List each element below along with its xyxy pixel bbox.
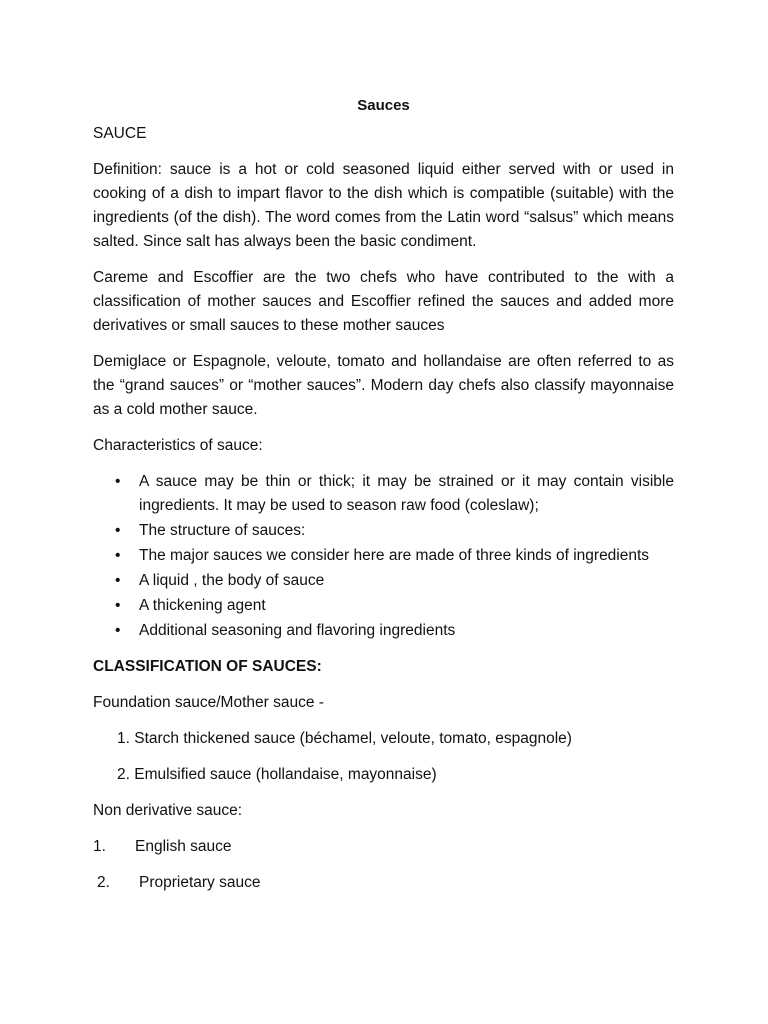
characteristics-heading: Characteristics of sauce: [93,437,263,454]
classification-heading: CLASSIFICATION OF SAUCES: [93,658,322,675]
list-item-text: A sauce may be thin or thick; it may be strained or it may contain visible ingredients. It may be used to season raw food (coleslaw); [139,473,674,514]
foundation-item-starch: 1. Starch thickened sauce (béchamel, veloute, tomato, espagnole) [117,730,572,747]
list-item [93,519,674,543]
bullet-icon: • [115,572,121,589]
list-item-text: The major sauces we consider here are made of three kinds of ingredients [139,547,650,564]
document-page [93,94,674,895]
list-item [93,544,674,568]
item-text: Proprietary sauce [139,874,261,891]
item-number: 1. [93,838,106,855]
list-item-text: A liquid , the body of sauce [139,572,325,589]
list-item [93,619,674,643]
list-item-text: Additional seasoning and flavoring ingredients [139,622,456,639]
bullet-icon: • [115,597,121,614]
foundation-heading: Foundation sauce/Mother sauce - [93,694,324,711]
document-title: Sauces [357,97,410,114]
list-item [93,594,674,618]
mother-sauces-paragraph: Demiglace or Espagnole, veloute, tomato and hollandaise are often referred to as the “grand sauces” or “mother sauces”. Modern day chefs also classify mayonnaise as a cold mother sauce. [93,353,674,418]
bullet-icon: • [115,547,121,564]
non-derivative-item-proprietary [93,871,674,895]
item-number: 2. [97,874,110,891]
list-item-text: A thickening agent [139,597,266,614]
foundation-item-emulsified: 2. Emulsified sauce (hollandaise, mayonnaise) [117,766,437,783]
section-heading-sauce: SAUCE [93,125,147,142]
list-item [93,470,674,518]
bullet-icon: • [115,473,121,490]
bullet-icon: • [115,622,121,639]
bullet-icon: • [115,522,121,539]
characteristics-list [93,470,674,643]
non-derivative-heading: Non derivative sauce: [93,802,243,819]
item-text: English sauce [135,838,232,855]
list-item [93,569,674,593]
definition-paragraph: Definition: sauce is a hot or cold seasoned liquid either served with or used in cooking of a dish to impart flavor to the dish which is compatible (suitable) with the ingredients (of the dish). The word comes from the Latin word “salsus” which means salted. Since salt has always been the basic condiment. [93,161,674,250]
non-derivative-item-english [93,835,674,859]
chefs-paragraph: Careme and Escoffier are the two chefs who have contributed to the with a classification of mother sauces and Escoffier refined the sauces and added more derivatives or small sauces to these mother sauces [93,269,674,334]
list-item-text: The structure of sauces: [139,522,306,539]
